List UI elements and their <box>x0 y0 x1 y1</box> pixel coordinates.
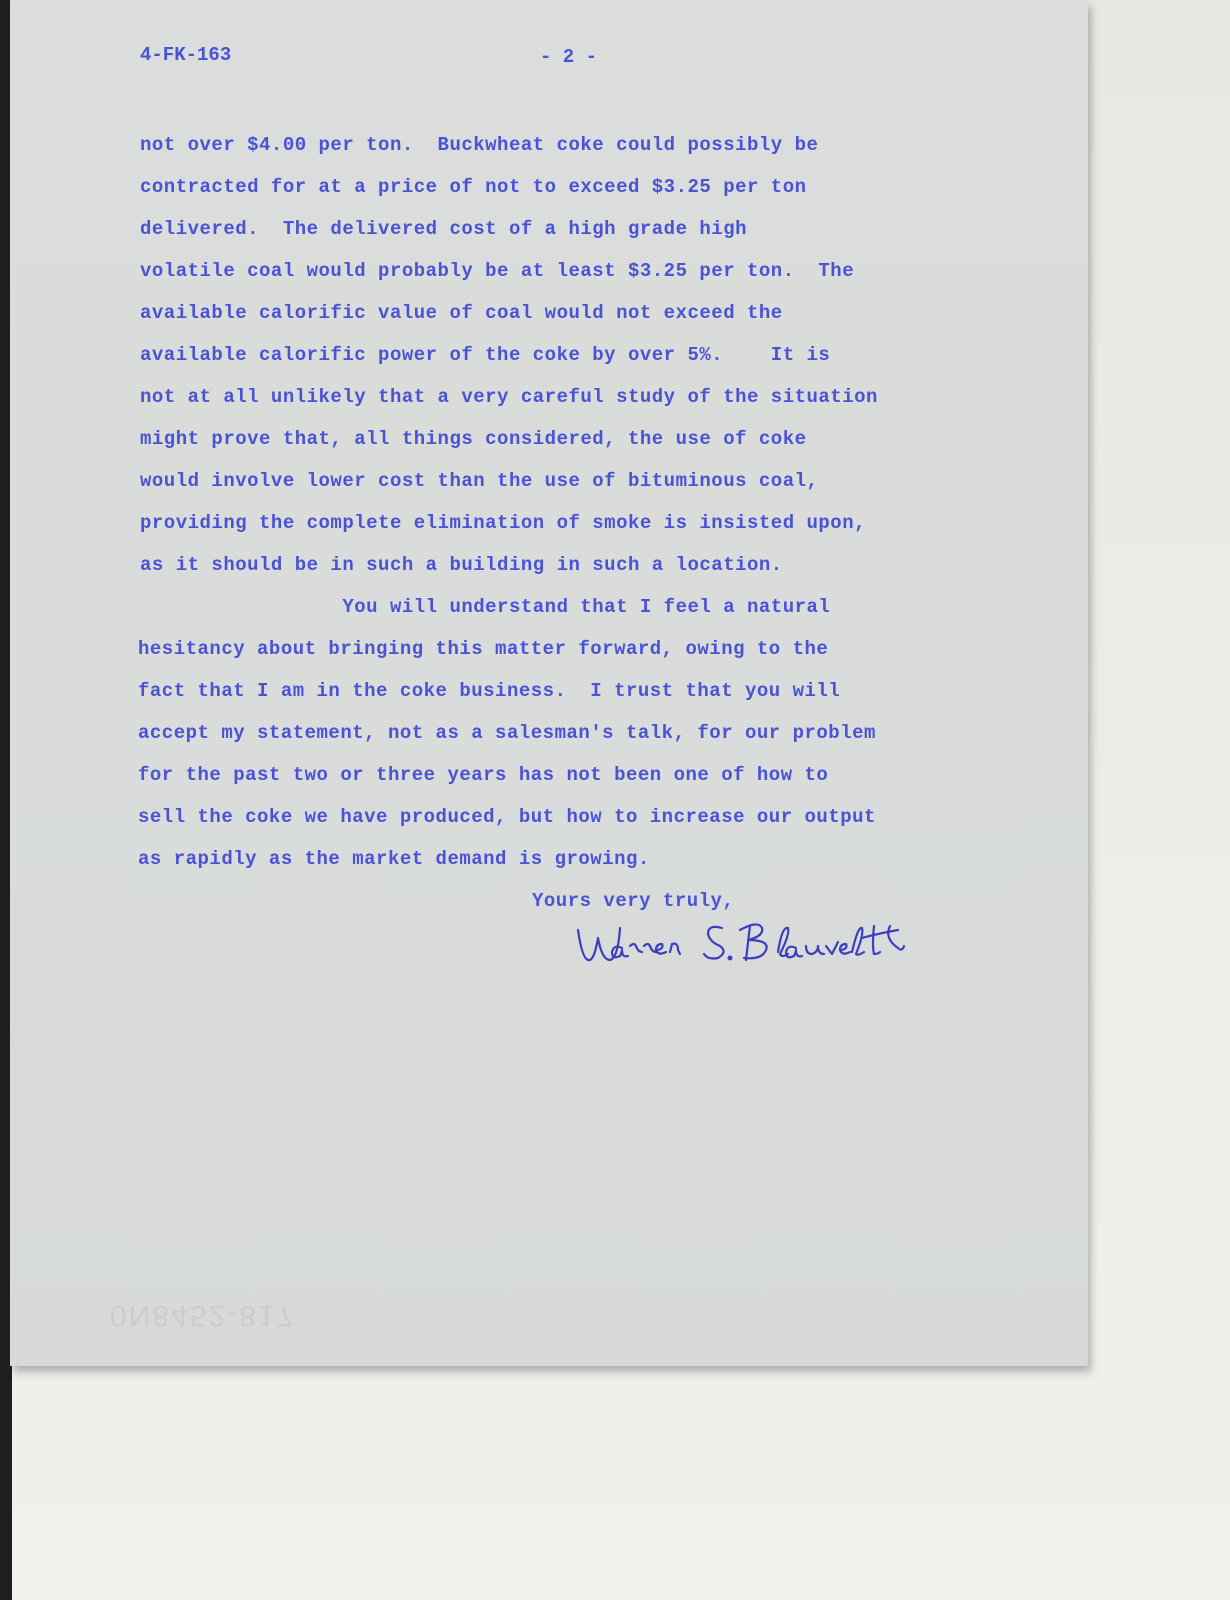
body-line: available calorific value of coal would not exceed the <box>140 302 783 324</box>
body-line: as rapidly as the market demand is growing. <box>138 848 650 870</box>
handwritten-signature <box>10 0 1088 1366</box>
body-line: hesitancy about bringing this matter forward, owing to the <box>138 638 829 660</box>
body-line: would involve lower cost than the use of bituminous coal, <box>140 470 819 492</box>
body-line: available calorific power of the coke by over 5%. It is <box>140 344 831 366</box>
body-line: delivered. The delivered cost of a high grade high <box>140 218 747 240</box>
body-line: might prove that, all things considered, the use of coke <box>140 428 807 450</box>
letter-page <box>10 0 1088 1366</box>
body-line: contracted for at a price of not to exceed $3.25 per ton <box>140 176 807 198</box>
body-line: sell the coke we have produced, but how to increase our output <box>138 806 876 828</box>
body-line: as it should be in such a building in such a location. <box>140 554 783 576</box>
body-line: for the past two or three years has not been one of how to <box>138 764 829 786</box>
body-line: You will understand that I feel a natural <box>140 596 831 618</box>
body-line: providing the complete elimination of smoke is insisted upon, <box>140 512 867 534</box>
body-line: accept my statement, not as a salesman's talk, for our problem <box>138 722 876 744</box>
body-line: fact that I am in the coke business. I trust that you will <box>138 680 841 702</box>
body-line: not over $4.00 per ton. Buckwheat coke could possibly be <box>140 134 819 156</box>
page-number: - 2 - <box>540 46 598 68</box>
bleed-through-stamp: 0N8452-817 <box>110 1299 296 1332</box>
complimentary-close: Yours very truly, <box>532 890 735 912</box>
body-line: volatile coal would probably be at least $3.25 per ton. The <box>140 260 855 282</box>
body-line: not at all unlikely that a very careful study of the situation <box>140 386 878 408</box>
file-code: 4-FK-163 <box>140 44 232 66</box>
